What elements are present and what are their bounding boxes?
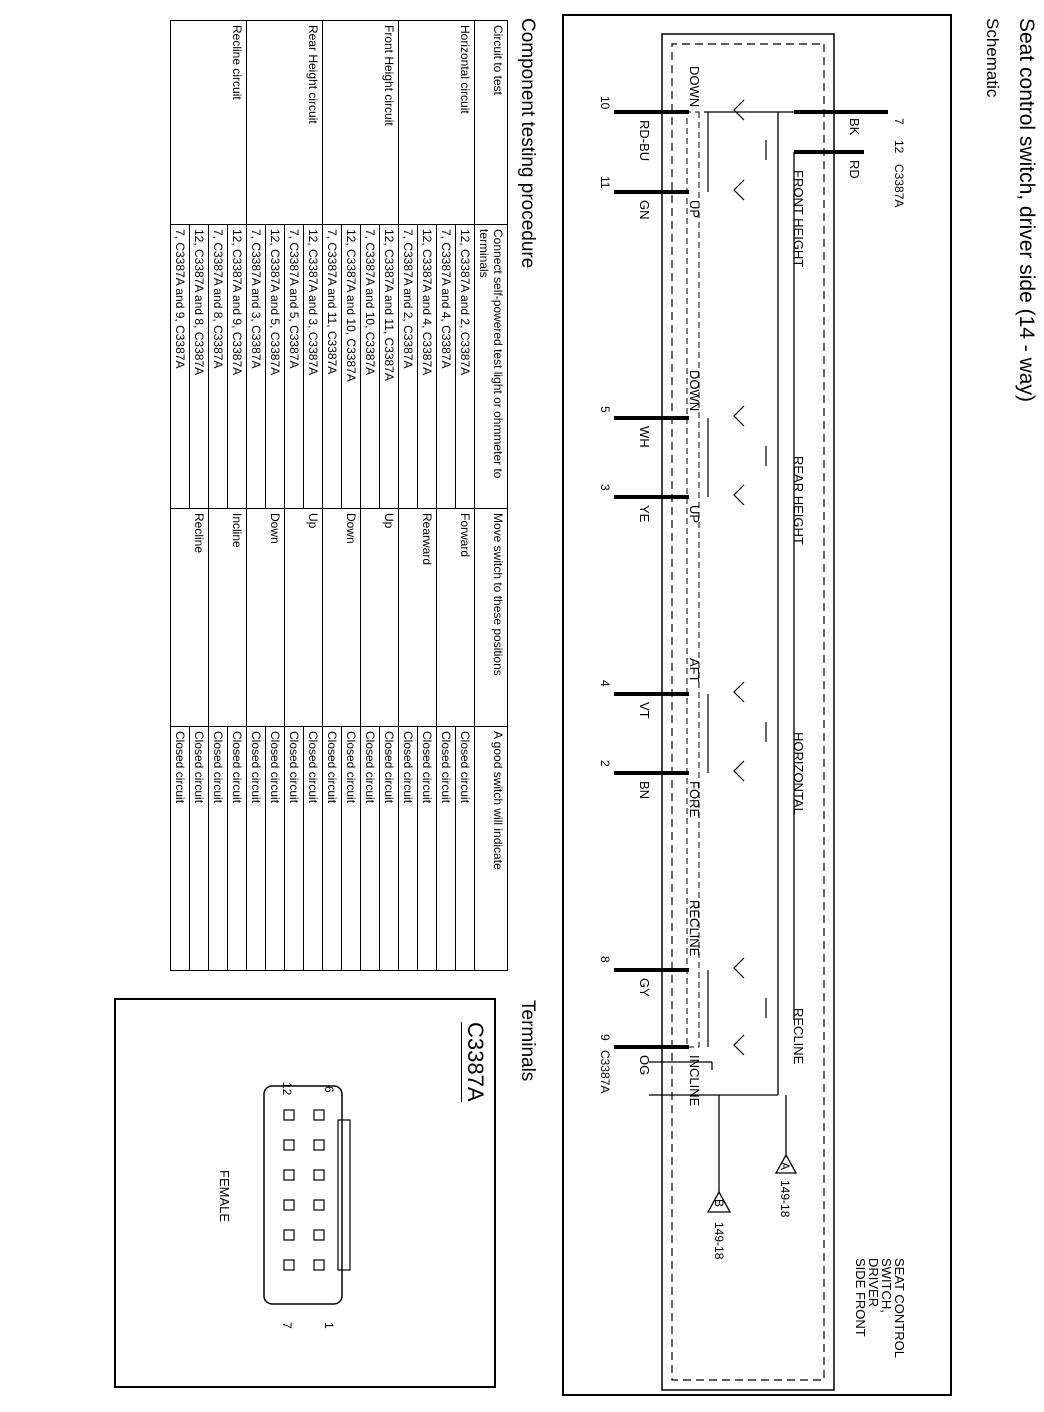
output-label-front-down: DOWN: [687, 66, 702, 108]
output-pin-9: 9: [598, 1034, 612, 1041]
output-pin-4: 4: [598, 680, 612, 687]
table-row: Rear Height circuit 12, C3387A and 3, C3387A Up Closed circuit: [304, 21, 323, 971]
output-color-og: OG: [637, 1055, 652, 1076]
output-color-wh: WH: [637, 426, 652, 448]
table-row: Front Height circuit 12, C3387A and 11, C3387A Up Closed circuit: [380, 21, 399, 971]
output-color-vt: VT: [637, 702, 652, 719]
output-color-gy: GY: [637, 978, 652, 997]
output-color-ye: YE: [637, 505, 652, 523]
table-row: Horizontal circuit 12, C3387A and 2, C3387A Forward Closed circuit: [456, 21, 475, 971]
group-rear-height: REAR HEIGHT: [791, 456, 806, 545]
output-color-gn: GN: [637, 200, 652, 220]
table-row: 7, C3387A and 3, C3387A Closed circuit: [247, 21, 266, 971]
pin-label-bottom-left: 12: [280, 1082, 294, 1096]
group-horizontal: HORIZONTAL: [791, 732, 806, 815]
output-pin-3: 3: [598, 484, 612, 491]
output-label-rear-down: DOWN: [687, 370, 702, 412]
connector-top-label: C3387A: [892, 164, 906, 208]
device-label: SEAT CONTROL SWITCH, DRIVER SIDE FRONT: [853, 1258, 907, 1358]
terminals-heading: Terminals: [517, 1000, 538, 1082]
output-pin-8: 8: [598, 956, 612, 963]
connector-gender: FEMALE: [217, 1170, 232, 1223]
output-pin-5: 5: [598, 406, 612, 413]
table-header-row: [475, 21, 508, 971]
testing-heading: Component testing procedure: [517, 18, 538, 269]
input-color-bk: BK: [847, 118, 862, 136]
header-terminals: Connect self-powered test light or ohmmeter to terminals: [475, 225, 508, 509]
table-row: Recline circuit 12, C3387A and 9, C3387A Incline Closed circuit: [228, 21, 247, 971]
output-pin-2: 2: [598, 760, 612, 767]
output-color-rd-bu: RD-BU: [637, 120, 652, 162]
output-pin-11: 11: [598, 176, 612, 189]
table-row: 7, C3387A and 11, C3387A Closed circuit: [323, 21, 342, 971]
circuit-cell: Front Height circuit: [323, 21, 399, 225]
group-front-height: FRONT HEIGHT: [791, 170, 806, 268]
testing-table: [170, 20, 508, 971]
pin-label-top-right: 1: [322, 1322, 336, 1329]
pin-label-bottom-right: 7: [280, 1322, 294, 1329]
table-row: 7, C3387A and 4, C3387A Closed circuit: [437, 21, 456, 971]
input-color-rd: RD: [847, 160, 862, 179]
connector-bottom-label: C3387A: [598, 1050, 612, 1094]
input-pin-12: 12: [892, 140, 906, 154]
table-row: 7, C3387A and 5, C3387A Closed circuit: [285, 21, 304, 971]
output-label-front-up: UP: [687, 200, 702, 219]
table-row: 12, C3387A and 8, C3387A Recline Closed circuit: [190, 21, 209, 971]
output-label-rear-up: UP: [687, 505, 702, 524]
output-color-bn: BN: [637, 781, 652, 800]
circuit-cell: Horizontal circuit: [399, 21, 475, 225]
output-label-incline: INCLINE: [687, 1055, 702, 1107]
ground-a-letter: A: [778, 1162, 792, 1171]
header-position: Move switch to these positions: [475, 509, 508, 727]
pin-label-top-left: 6: [322, 1086, 336, 1093]
table-row: 12, C3387A and 5, C3387A Down Closed circuit: [266, 21, 285, 971]
schematic-heading: Schematic: [983, 18, 1002, 98]
input-pin-7: 7: [892, 118, 906, 125]
table-row: 12, C3387A and 10, C3387A Down Closed circuit: [342, 21, 361, 971]
connector-face-drawing: [254, 1080, 354, 1320]
group-recline: RECLINE: [791, 1008, 806, 1065]
circuit-cell: Recline circuit: [171, 21, 247, 225]
header-circuit: Circuit to test: [475, 21, 508, 225]
table-row: 7, C3387A and 10, C3387A Closed circuit: [361, 21, 380, 971]
circuit-cell: Rear Height circuit: [247, 21, 323, 225]
ground-a-ref: 149-18: [778, 1180, 792, 1218]
output-label-aft: AFT: [687, 658, 702, 683]
output-label-fore: FORE: [687, 781, 702, 818]
header-result: A good switch will indicate: [475, 727, 508, 971]
terminals-connector-label: C3387A: [463, 1022, 488, 1102]
table-row: 7, C3387A and 8, C3387A Closed circuit: [209, 21, 228, 971]
output-pin-10: 10: [598, 96, 612, 110]
table-row: 7, C3387A and 2, C3387A Closed circuit: [399, 21, 418, 971]
page-title: Seat control switch, driver side (14 - way): [1015, 18, 1038, 402]
ground-b-letter: B: [712, 1199, 726, 1208]
table-row: 7, C3387A and 9, C3387A Closed circuit: [171, 21, 190, 971]
output-label-recline: RECLINE: [687, 900, 702, 957]
ground-b-ref: 149-18: [712, 1222, 726, 1260]
table-row: 12, C3387A and 4, C3387A Rearward Closed circuit: [418, 21, 437, 971]
switch-outline: [662, 34, 834, 1390]
